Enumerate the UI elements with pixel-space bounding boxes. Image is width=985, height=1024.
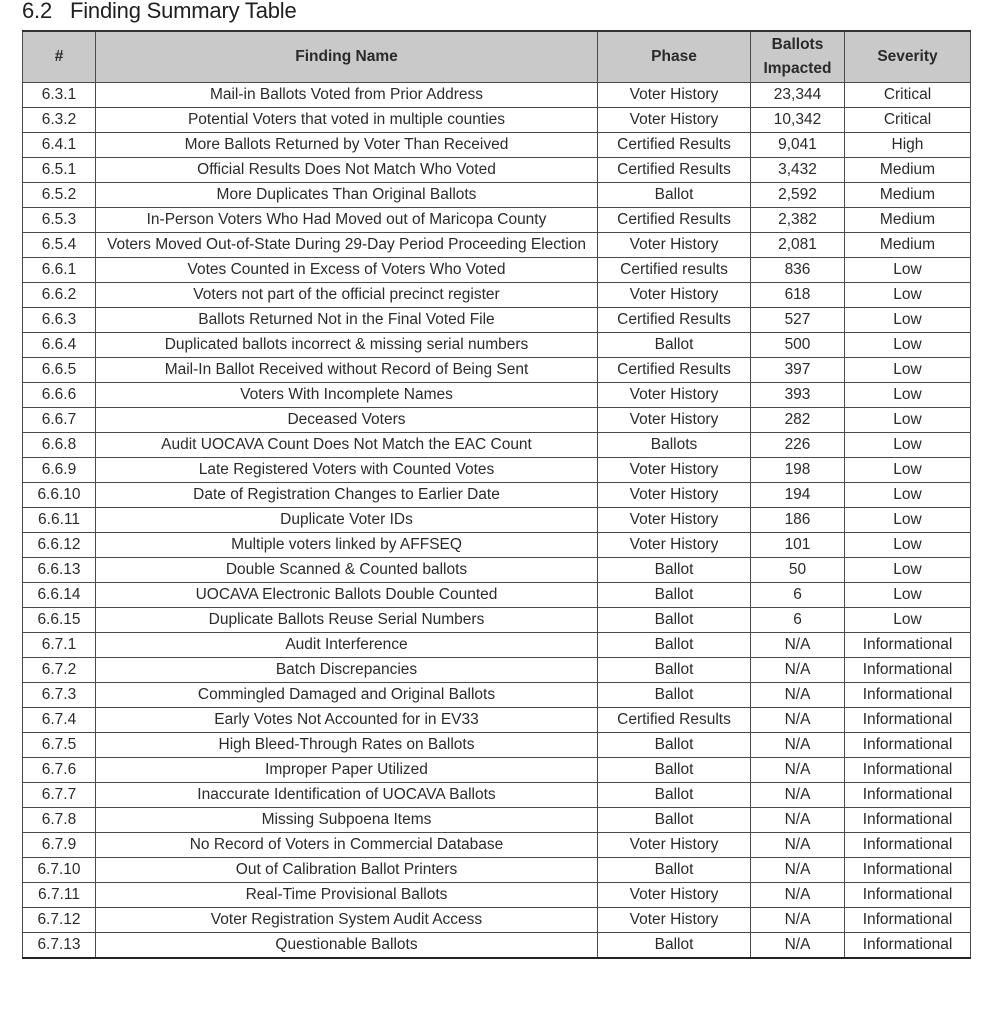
- table-row: [23, 208, 971, 233]
- finding-name: More Ballots Returned by Voter Than Received: [96, 133, 598, 158]
- section-heading: [22, 0, 297, 24]
- ballots-impacted: 618: [751, 283, 845, 308]
- ballots-impacted: 6: [751, 608, 845, 633]
- ballots-impacted: N/A: [751, 808, 845, 833]
- finding-number: 6.6.12: [23, 533, 96, 558]
- table-row: [23, 408, 971, 433]
- finding-severity: Informational: [845, 733, 971, 758]
- finding-number: 6.7.8: [23, 808, 96, 833]
- finding-name: Mail-in Ballots Voted from Prior Address: [96, 83, 598, 108]
- ballots-impacted: N/A: [751, 933, 845, 959]
- ballots-impacted: 527: [751, 308, 845, 333]
- finding-summary-table: [22, 30, 971, 959]
- finding-severity: Low: [845, 333, 971, 358]
- finding-number: 6.7.12: [23, 908, 96, 933]
- finding-severity: Critical: [845, 108, 971, 133]
- finding-name: Questionable Ballots: [96, 933, 598, 959]
- finding-name: High Bleed-Through Rates on Ballots: [96, 733, 598, 758]
- finding-number: 6.6.3: [23, 308, 96, 333]
- finding-phase: Voter History: [598, 383, 751, 408]
- finding-name: Voters With Incomplete Names: [96, 383, 598, 408]
- finding-phase: Voter History: [598, 483, 751, 508]
- finding-number: 6.7.9: [23, 833, 96, 858]
- table-row: [23, 308, 971, 333]
- finding-severity: Low: [845, 458, 971, 483]
- finding-severity: Medium: [845, 183, 971, 208]
- finding-name: Duplicated ballots incorrect & missing serial numbers: [96, 333, 598, 358]
- finding-number: 6.7.2: [23, 658, 96, 683]
- table-row: [23, 258, 971, 283]
- finding-severity: Low: [845, 408, 971, 433]
- finding-name: Date of Registration Changes to Earlier Date: [96, 483, 598, 508]
- table-body: [23, 83, 971, 959]
- ballots-impacted: 101: [751, 533, 845, 558]
- ballots-impacted: 50: [751, 558, 845, 583]
- table-row: [23, 658, 971, 683]
- finding-phase: Certified Results: [598, 133, 751, 158]
- finding-severity: Medium: [845, 208, 971, 233]
- finding-name: Out of Calibration Ballot Printers: [96, 858, 598, 883]
- finding-number: 6.6.7: [23, 408, 96, 433]
- finding-phase: Certified Results: [598, 358, 751, 383]
- finding-name: In-Person Voters Who Had Moved out of Maricopa County: [96, 208, 598, 233]
- finding-phase: Certified Results: [598, 308, 751, 333]
- finding-number: 6.6.8: [23, 433, 96, 458]
- finding-name: Voters Moved Out-of-State During 29-Day Period Proceeding Election: [96, 233, 598, 258]
- table-row: [23, 833, 971, 858]
- finding-name: Voter Registration System Audit Access: [96, 908, 598, 933]
- ballots-impacted: 2,081: [751, 233, 845, 258]
- table-row: [23, 558, 971, 583]
- finding-phase: Ballot: [598, 733, 751, 758]
- finding-number: 6.7.6: [23, 758, 96, 783]
- finding-phase: Voter History: [598, 833, 751, 858]
- finding-phase: Ballots: [598, 433, 751, 458]
- finding-name: Ballots Returned Not in the Final Voted File: [96, 308, 598, 333]
- ballots-impacted: 194: [751, 483, 845, 508]
- finding-phase: Voter History: [598, 233, 751, 258]
- finding-severity: Medium: [845, 158, 971, 183]
- table-row: [23, 383, 971, 408]
- finding-name: Official Results Does Not Match Who Voted: [96, 158, 598, 183]
- finding-name: Audit Interference: [96, 633, 598, 658]
- ballots-impacted: N/A: [751, 883, 845, 908]
- ballots-impacted: N/A: [751, 683, 845, 708]
- finding-name: Duplicate Ballots Reuse Serial Numbers: [96, 608, 598, 633]
- finding-number: 6.6.10: [23, 483, 96, 508]
- finding-name: Missing Subpoena Items: [96, 808, 598, 833]
- finding-severity: Informational: [845, 808, 971, 833]
- finding-name: Double Scanned & Counted ballots: [96, 558, 598, 583]
- finding-name: Duplicate Voter IDs: [96, 508, 598, 533]
- finding-phase: Voter History: [598, 108, 751, 133]
- ballots-impacted: 2,592: [751, 183, 845, 208]
- finding-severity: Informational: [845, 908, 971, 933]
- finding-name: Real-Time Provisional Ballots: [96, 883, 598, 908]
- finding-severity: Low: [845, 433, 971, 458]
- finding-severity: Medium: [845, 233, 971, 258]
- finding-name: Improper Paper Utilized: [96, 758, 598, 783]
- finding-number: 6.5.3: [23, 208, 96, 233]
- finding-phase: Ballot: [598, 333, 751, 358]
- table-row: [23, 158, 971, 183]
- finding-phase: Voter History: [598, 283, 751, 308]
- table-row: [23, 908, 971, 933]
- finding-phase: Voter History: [598, 908, 751, 933]
- header-number: #: [23, 31, 96, 83]
- finding-phase: Ballot: [598, 783, 751, 808]
- finding-phase: Voter History: [598, 883, 751, 908]
- ballots-impacted: 9,041: [751, 133, 845, 158]
- finding-phase: Voter History: [598, 458, 751, 483]
- finding-number: 6.6.6: [23, 383, 96, 408]
- ballots-impacted: N/A: [751, 858, 845, 883]
- ballots-impacted: 10,342: [751, 108, 845, 133]
- finding-name: Audit UOCAVA Count Does Not Match the EAC Count: [96, 433, 598, 458]
- finding-severity: Low: [845, 508, 971, 533]
- finding-phase: Ballot: [598, 933, 751, 959]
- finding-number: 6.6.1: [23, 258, 96, 283]
- table-row: [23, 233, 971, 258]
- finding-phase: Ballot: [598, 608, 751, 633]
- finding-phase: Ballot: [598, 633, 751, 658]
- finding-name: Inaccurate Identification of UOCAVA Ballots: [96, 783, 598, 808]
- finding-phase: Voter History: [598, 408, 751, 433]
- finding-name: Multiple voters linked by AFFSEQ: [96, 533, 598, 558]
- table-row: [23, 433, 971, 458]
- finding-phase: Certified results: [598, 258, 751, 283]
- finding-severity: Critical: [845, 83, 971, 108]
- finding-phase: Ballot: [598, 558, 751, 583]
- ballots-impacted: 3,432: [751, 158, 845, 183]
- ballots-impacted: N/A: [751, 658, 845, 683]
- finding-severity: Informational: [845, 783, 971, 808]
- finding-number: 6.5.4: [23, 233, 96, 258]
- finding-phase: Certified Results: [598, 208, 751, 233]
- finding-name: No Record of Voters in Commercial Database: [96, 833, 598, 858]
- table-row: [23, 483, 971, 508]
- finding-severity: Informational: [845, 833, 971, 858]
- finding-phase: Ballot: [598, 683, 751, 708]
- finding-phase: Ballot: [598, 858, 751, 883]
- finding-phase: Ballot: [598, 658, 751, 683]
- finding-severity: Informational: [845, 633, 971, 658]
- finding-phase: Voter History: [598, 83, 751, 108]
- finding-number: 6.6.5: [23, 358, 96, 383]
- finding-severity: Informational: [845, 708, 971, 733]
- finding-name: Mail-In Ballot Received without Record of Being Sent: [96, 358, 598, 383]
- ballots-impacted: N/A: [751, 633, 845, 658]
- finding-severity: Low: [845, 308, 971, 333]
- table-row: [23, 633, 971, 658]
- finding-number: 6.6.13: [23, 558, 96, 583]
- table-row: [23, 733, 971, 758]
- finding-number: 6.3.1: [23, 83, 96, 108]
- finding-severity: Low: [845, 283, 971, 308]
- finding-phase: Ballot: [598, 808, 751, 833]
- ballots-impacted: 198: [751, 458, 845, 483]
- finding-severity: Informational: [845, 933, 971, 959]
- finding-number: 6.7.7: [23, 783, 96, 808]
- finding-severity: Low: [845, 533, 971, 558]
- table-row: [23, 883, 971, 908]
- finding-severity: High: [845, 133, 971, 158]
- table-row: [23, 783, 971, 808]
- finding-name: Potential Voters that voted in multiple counties: [96, 108, 598, 133]
- finding-number: 6.7.13: [23, 933, 96, 959]
- finding-name: Votes Counted in Excess of Voters Who Voted: [96, 258, 598, 283]
- finding-severity: Low: [845, 608, 971, 633]
- table-row: [23, 758, 971, 783]
- ballots-impacted: N/A: [751, 708, 845, 733]
- table-row: [23, 508, 971, 533]
- ballots-impacted: 6: [751, 583, 845, 608]
- finding-number: 6.7.10: [23, 858, 96, 883]
- header-ballots-impacted: Ballots Impacted: [751, 31, 845, 83]
- finding-phase: Ballot: [598, 183, 751, 208]
- finding-phase: Ballot: [598, 758, 751, 783]
- finding-number: 6.6.11: [23, 508, 96, 533]
- table-row: [23, 83, 971, 108]
- ballots-impacted: N/A: [751, 908, 845, 933]
- finding-phase: Voter History: [598, 508, 751, 533]
- finding-number: 6.5.2: [23, 183, 96, 208]
- ballots-impacted: 393: [751, 383, 845, 408]
- finding-number: 6.6.2: [23, 283, 96, 308]
- finding-severity: Low: [845, 258, 971, 283]
- finding-severity: Informational: [845, 658, 971, 683]
- ballots-impacted: 23,344: [751, 83, 845, 108]
- finding-name: Deceased Voters: [96, 408, 598, 433]
- ballots-impacted: 2,382: [751, 208, 845, 233]
- ballots-impacted: 226: [751, 433, 845, 458]
- finding-number: 6.3.2: [23, 108, 96, 133]
- finding-severity: Low: [845, 583, 971, 608]
- finding-number: 6.6.4: [23, 333, 96, 358]
- table-row: [23, 133, 971, 158]
- finding-number: 6.6.15: [23, 608, 96, 633]
- table-row: [23, 708, 971, 733]
- finding-severity: Low: [845, 558, 971, 583]
- finding-severity: Informational: [845, 883, 971, 908]
- finding-severity: Low: [845, 358, 971, 383]
- finding-number: 6.6.9: [23, 458, 96, 483]
- table-row: [23, 333, 971, 358]
- table-row: [23, 583, 971, 608]
- ballots-impacted: N/A: [751, 833, 845, 858]
- ballots-impacted: 836: [751, 258, 845, 283]
- finding-name: Late Registered Voters with Counted Votes: [96, 458, 598, 483]
- header-finding-name: Finding Name: [96, 31, 598, 83]
- finding-number: 6.7.11: [23, 883, 96, 908]
- table-header-row: [23, 31, 971, 83]
- table-row: [23, 183, 971, 208]
- finding-number: 6.5.1: [23, 158, 96, 183]
- header-phase: Phase: [598, 31, 751, 83]
- table-row: [23, 683, 971, 708]
- finding-phase: Voter History: [598, 533, 751, 558]
- table-row: [23, 358, 971, 383]
- finding-name: Batch Discrepancies: [96, 658, 598, 683]
- finding-severity: Low: [845, 383, 971, 408]
- finding-severity: Informational: [845, 758, 971, 783]
- finding-name: Early Votes Not Accounted for in EV33: [96, 708, 598, 733]
- table-row: [23, 108, 971, 133]
- finding-severity: Low: [845, 483, 971, 508]
- finding-name: More Duplicates Than Original Ballots: [96, 183, 598, 208]
- header-severity: Severity: [845, 31, 971, 83]
- section-number: 6.2: [22, 0, 52, 23]
- ballots-impacted: N/A: [751, 783, 845, 808]
- finding-name: Voters not part of the official precinct register: [96, 283, 598, 308]
- ballots-impacted: 500: [751, 333, 845, 358]
- finding-name: Commingled Damaged and Original Ballots: [96, 683, 598, 708]
- finding-number: 6.7.4: [23, 708, 96, 733]
- table-row: [23, 933, 971, 959]
- finding-number: 6.7.3: [23, 683, 96, 708]
- ballots-impacted: 397: [751, 358, 845, 383]
- table-row: [23, 458, 971, 483]
- table-row: [23, 858, 971, 883]
- table-row: [23, 283, 971, 308]
- ballots-impacted: N/A: [751, 758, 845, 783]
- finding-phase: Certified Results: [598, 708, 751, 733]
- ballots-impacted: 186: [751, 508, 845, 533]
- finding-number: 6.4.1: [23, 133, 96, 158]
- ballots-impacted: 282: [751, 408, 845, 433]
- finding-name: UOCAVA Electronic Ballots Double Counted: [96, 583, 598, 608]
- finding-phase: Certified Results: [598, 158, 751, 183]
- ballots-impacted: N/A: [751, 733, 845, 758]
- table-row: [23, 608, 971, 633]
- finding-severity: Informational: [845, 858, 971, 883]
- finding-number: 6.6.14: [23, 583, 96, 608]
- table-row: [23, 808, 971, 833]
- section-title: Finding Summary Table: [70, 0, 297, 23]
- finding-severity: Informational: [845, 683, 971, 708]
- table-row: [23, 533, 971, 558]
- finding-number: 6.7.5: [23, 733, 96, 758]
- finding-number: 6.7.1: [23, 633, 96, 658]
- finding-phase: Ballot: [598, 583, 751, 608]
